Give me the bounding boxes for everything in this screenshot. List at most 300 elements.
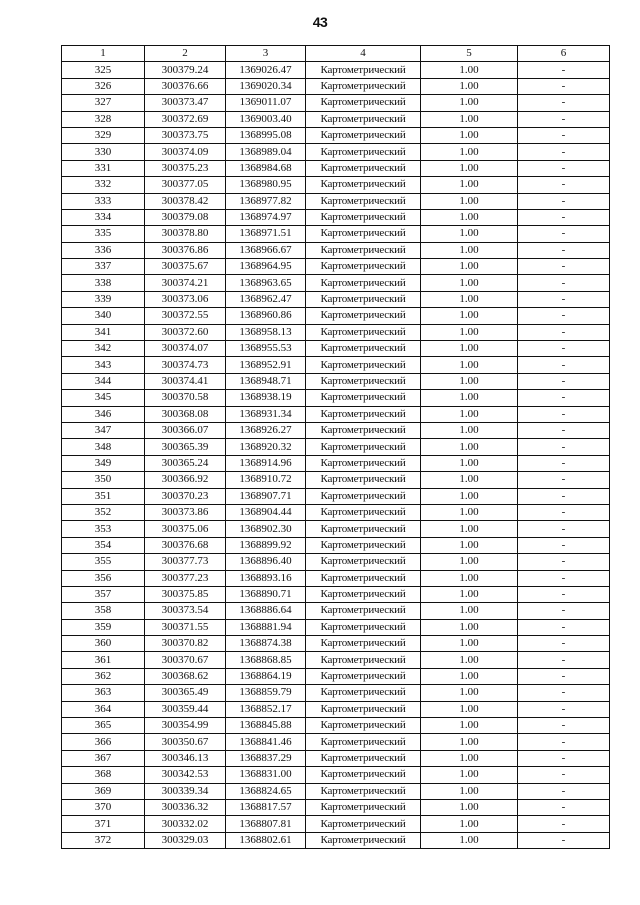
point-number-cell: 360	[62, 636, 145, 652]
method-cell: Картометрический	[306, 619, 421, 635]
note-cell: -	[518, 62, 610, 78]
point-number-cell: 364	[62, 701, 145, 717]
y-coordinate-cell: 1368868.85	[226, 652, 306, 668]
y-coordinate-cell: 1368955.53	[226, 341, 306, 357]
table-row	[62, 62, 610, 78]
point-number-cell: 336	[62, 242, 145, 258]
point-number-cell: 372	[62, 832, 145, 848]
x-coordinate-cell: 300374.41	[145, 373, 226, 389]
table-row	[62, 668, 610, 684]
table-row	[62, 242, 610, 258]
x-coordinate-cell: 300366.07	[145, 422, 226, 438]
y-coordinate-cell: 1368859.79	[226, 685, 306, 701]
x-coordinate-cell: 300375.06	[145, 521, 226, 537]
accuracy-cell: 1.00	[421, 668, 518, 684]
point-number-cell: 367	[62, 750, 145, 766]
method-cell: Картометрический	[306, 537, 421, 553]
method-cell: Картометрический	[306, 504, 421, 520]
point-number-cell: 368	[62, 767, 145, 783]
y-coordinate-cell: 1368890.71	[226, 586, 306, 602]
table-row	[62, 144, 610, 160]
table-row	[62, 226, 610, 242]
accuracy-cell: 1.00	[421, 62, 518, 78]
accuracy-cell: 1.00	[421, 226, 518, 242]
y-coordinate-cell: 1368974.97	[226, 209, 306, 225]
point-number-cell: 327	[62, 95, 145, 111]
x-coordinate-cell: 300374.07	[145, 341, 226, 357]
table-row	[62, 390, 610, 406]
accuracy-cell: 1.00	[421, 734, 518, 750]
accuracy-cell: 1.00	[421, 570, 518, 586]
table-row	[62, 783, 610, 799]
y-coordinate-cell: 1368893.16	[226, 570, 306, 586]
accuracy-cell: 1.00	[421, 537, 518, 553]
y-coordinate-cell: 1368896.40	[226, 554, 306, 570]
x-coordinate-cell: 300376.68	[145, 537, 226, 553]
note-cell: -	[518, 455, 610, 471]
table-row	[62, 324, 610, 340]
method-cell: Картометрический	[306, 324, 421, 340]
method-cell: Картометрический	[306, 668, 421, 684]
method-cell: Картометрический	[306, 111, 421, 127]
point-number-cell: 348	[62, 439, 145, 455]
accuracy-cell: 1.00	[421, 193, 518, 209]
x-coordinate-cell: 300372.60	[145, 324, 226, 340]
point-number-cell: 341	[62, 324, 145, 340]
note-cell: -	[518, 177, 610, 193]
y-coordinate-cell: 1368960.86	[226, 308, 306, 324]
x-coordinate-cell: 300370.82	[145, 636, 226, 652]
x-coordinate-cell: 300370.67	[145, 652, 226, 668]
table-row	[62, 422, 610, 438]
point-number-cell: 358	[62, 603, 145, 619]
accuracy-cell: 1.00	[421, 422, 518, 438]
point-number-cell: 332	[62, 177, 145, 193]
note-cell: -	[518, 259, 610, 275]
method-cell: Картометрический	[306, 832, 421, 848]
table-body	[62, 62, 610, 849]
y-coordinate-cell: 1368920.32	[226, 439, 306, 455]
point-number-cell: 345	[62, 390, 145, 406]
method-cell: Картометрический	[306, 193, 421, 209]
point-number-cell: 353	[62, 521, 145, 537]
method-cell: Картометрический	[306, 209, 421, 225]
column-header-5: 5	[421, 46, 518, 62]
y-coordinate-cell: 1368886.64	[226, 603, 306, 619]
point-number-cell: 362	[62, 668, 145, 684]
note-cell: -	[518, 685, 610, 701]
table-row	[62, 259, 610, 275]
x-coordinate-cell: 300365.24	[145, 455, 226, 471]
y-coordinate-cell: 1368938.19	[226, 390, 306, 406]
table-row	[62, 439, 610, 455]
method-cell: Картометрический	[306, 799, 421, 815]
table-row	[62, 275, 610, 291]
x-coordinate-cell: 300378.80	[145, 226, 226, 242]
x-coordinate-cell: 300376.86	[145, 242, 226, 258]
point-number-cell: 361	[62, 652, 145, 668]
note-cell: -	[518, 668, 610, 684]
table-row	[62, 78, 610, 94]
accuracy-cell: 1.00	[421, 832, 518, 848]
note-cell: -	[518, 308, 610, 324]
accuracy-cell: 1.00	[421, 390, 518, 406]
accuracy-cell: 1.00	[421, 242, 518, 258]
table-row	[62, 832, 610, 848]
point-number-cell: 346	[62, 406, 145, 422]
table-row	[62, 603, 610, 619]
x-coordinate-cell: 300365.39	[145, 439, 226, 455]
table-row	[62, 652, 610, 668]
method-cell: Картометрический	[306, 455, 421, 471]
note-cell: -	[518, 95, 610, 111]
table-row	[62, 554, 610, 570]
point-number-cell: 350	[62, 472, 145, 488]
method-cell: Картометрический	[306, 177, 421, 193]
y-coordinate-cell: 1368977.82	[226, 193, 306, 209]
column-header-2: 2	[145, 46, 226, 62]
y-coordinate-cell: 1368864.19	[226, 668, 306, 684]
method-cell: Картометрический	[306, 242, 421, 258]
x-coordinate-cell: 300373.47	[145, 95, 226, 111]
x-coordinate-cell: 300374.09	[145, 144, 226, 160]
column-header-3: 3	[226, 46, 306, 62]
note-cell: -	[518, 439, 610, 455]
note-cell: -	[518, 521, 610, 537]
accuracy-cell: 1.00	[421, 406, 518, 422]
note-cell: -	[518, 209, 610, 225]
y-coordinate-cell: 1369026.47	[226, 62, 306, 78]
note-cell: -	[518, 390, 610, 406]
method-cell: Картометрический	[306, 636, 421, 652]
accuracy-cell: 1.00	[421, 259, 518, 275]
table-row	[62, 521, 610, 537]
x-coordinate-cell: 300329.03	[145, 832, 226, 848]
accuracy-cell: 1.00	[421, 767, 518, 783]
y-coordinate-cell: 1368902.30	[226, 521, 306, 537]
note-cell: -	[518, 488, 610, 504]
note-cell: -	[518, 783, 610, 799]
method-cell: Картометрический	[306, 406, 421, 422]
accuracy-cell: 1.00	[421, 308, 518, 324]
y-coordinate-cell: 1368980.95	[226, 177, 306, 193]
point-number-cell: 357	[62, 586, 145, 602]
accuracy-cell: 1.00	[421, 373, 518, 389]
table-row	[62, 341, 610, 357]
accuracy-cell: 1.00	[421, 504, 518, 520]
note-cell: -	[518, 160, 610, 176]
point-number-cell: 334	[62, 209, 145, 225]
y-coordinate-cell: 1368899.92	[226, 537, 306, 553]
method-cell: Картометрический	[306, 422, 421, 438]
accuracy-cell: 1.00	[421, 291, 518, 307]
accuracy-cell: 1.00	[421, 521, 518, 537]
accuracy-cell: 1.00	[421, 177, 518, 193]
accuracy-cell: 1.00	[421, 586, 518, 602]
y-coordinate-cell: 1368831.00	[226, 767, 306, 783]
x-coordinate-cell: 300368.62	[145, 668, 226, 684]
x-coordinate-cell: 300379.24	[145, 62, 226, 78]
point-number-cell: 355	[62, 554, 145, 570]
accuracy-cell: 1.00	[421, 619, 518, 635]
note-cell: -	[518, 504, 610, 520]
note-cell: -	[518, 718, 610, 734]
table-row	[62, 799, 610, 815]
x-coordinate-cell: 300379.08	[145, 209, 226, 225]
accuracy-cell: 1.00	[421, 275, 518, 291]
table-row	[62, 455, 610, 471]
point-number-cell: 331	[62, 160, 145, 176]
y-coordinate-cell: 1368904.44	[226, 504, 306, 520]
method-cell: Картометрический	[306, 357, 421, 373]
method-cell: Картометрический	[306, 570, 421, 586]
y-coordinate-cell: 1369003.40	[226, 111, 306, 127]
point-number-cell: 328	[62, 111, 145, 127]
y-coordinate-cell: 1368837.29	[226, 750, 306, 766]
coordinates-table	[61, 45, 610, 849]
note-cell: -	[518, 275, 610, 291]
x-coordinate-cell: 300376.66	[145, 78, 226, 94]
accuracy-cell: 1.00	[421, 685, 518, 701]
table-row	[62, 373, 610, 389]
accuracy-cell: 1.00	[421, 341, 518, 357]
x-coordinate-cell: 300359.44	[145, 701, 226, 717]
table-row	[62, 111, 610, 127]
method-cell: Картометрический	[306, 291, 421, 307]
accuracy-cell: 1.00	[421, 799, 518, 815]
x-coordinate-cell: 300370.23	[145, 488, 226, 504]
x-coordinate-cell: 300370.58	[145, 390, 226, 406]
x-coordinate-cell: 300366.92	[145, 472, 226, 488]
table-row	[62, 718, 610, 734]
note-cell: -	[518, 701, 610, 717]
method-cell: Картометрический	[306, 259, 421, 275]
accuracy-cell: 1.00	[421, 488, 518, 504]
method-cell: Картометрический	[306, 521, 421, 537]
x-coordinate-cell: 300372.55	[145, 308, 226, 324]
note-cell: -	[518, 193, 610, 209]
point-number-cell: 337	[62, 259, 145, 275]
x-coordinate-cell: 300354.99	[145, 718, 226, 734]
y-coordinate-cell: 1368926.27	[226, 422, 306, 438]
note-cell: -	[518, 636, 610, 652]
method-cell: Картометрический	[306, 144, 421, 160]
y-coordinate-cell: 1368874.38	[226, 636, 306, 652]
table-row	[62, 488, 610, 504]
note-cell: -	[518, 570, 610, 586]
note-cell: -	[518, 472, 610, 488]
point-number-cell: 365	[62, 718, 145, 734]
table-row	[62, 636, 610, 652]
point-number-cell: 335	[62, 226, 145, 242]
note-cell: -	[518, 78, 610, 94]
note-cell: -	[518, 422, 610, 438]
accuracy-cell: 1.00	[421, 439, 518, 455]
method-cell: Картометрический	[306, 62, 421, 78]
table-row	[62, 619, 610, 635]
method-cell: Картометрический	[306, 750, 421, 766]
x-coordinate-cell: 300377.05	[145, 177, 226, 193]
table-row	[62, 586, 610, 602]
method-cell: Картометрический	[306, 586, 421, 602]
table-row	[62, 504, 610, 520]
table-row	[62, 95, 610, 111]
method-cell: Картометрический	[306, 488, 421, 504]
table-row	[62, 767, 610, 783]
y-coordinate-cell: 1368841.46	[226, 734, 306, 750]
point-number-cell: 325	[62, 62, 145, 78]
x-coordinate-cell: 300374.21	[145, 275, 226, 291]
method-cell: Картометрический	[306, 341, 421, 357]
accuracy-cell: 1.00	[421, 78, 518, 94]
note-cell: -	[518, 832, 610, 848]
accuracy-cell: 1.00	[421, 357, 518, 373]
x-coordinate-cell: 300339.34	[145, 783, 226, 799]
y-coordinate-cell: 1368907.71	[226, 488, 306, 504]
method-cell: Картометрический	[306, 718, 421, 734]
note-cell: -	[518, 799, 610, 815]
table-row	[62, 701, 610, 717]
x-coordinate-cell: 300378.42	[145, 193, 226, 209]
y-coordinate-cell: 1368881.94	[226, 619, 306, 635]
table-row	[62, 209, 610, 225]
accuracy-cell: 1.00	[421, 455, 518, 471]
x-coordinate-cell: 300373.54	[145, 603, 226, 619]
point-number-cell: 342	[62, 341, 145, 357]
note-cell: -	[518, 341, 610, 357]
y-coordinate-cell: 1368802.61	[226, 832, 306, 848]
point-number-cell: 370	[62, 799, 145, 815]
method-cell: Картометрический	[306, 78, 421, 94]
y-coordinate-cell: 1368989.04	[226, 144, 306, 160]
point-number-cell: 330	[62, 144, 145, 160]
column-header-4: 4	[306, 46, 421, 62]
accuracy-cell: 1.00	[421, 144, 518, 160]
y-coordinate-cell: 1368963.65	[226, 275, 306, 291]
accuracy-cell: 1.00	[421, 127, 518, 143]
note-cell: -	[518, 226, 610, 242]
note-cell: -	[518, 406, 610, 422]
accuracy-cell: 1.00	[421, 554, 518, 570]
note-cell: -	[518, 127, 610, 143]
accuracy-cell: 1.00	[421, 111, 518, 127]
accuracy-cell: 1.00	[421, 750, 518, 766]
header-row	[62, 46, 610, 62]
note-cell: -	[518, 619, 610, 635]
point-number-cell: 366	[62, 734, 145, 750]
x-coordinate-cell: 300332.02	[145, 816, 226, 832]
point-number-cell: 339	[62, 291, 145, 307]
method-cell: Картометрический	[306, 816, 421, 832]
table-row	[62, 193, 610, 209]
table-row	[62, 127, 610, 143]
y-coordinate-cell: 1368964.95	[226, 259, 306, 275]
x-coordinate-cell: 300336.32	[145, 799, 226, 815]
x-coordinate-cell: 300377.73	[145, 554, 226, 570]
y-coordinate-cell: 1368910.72	[226, 472, 306, 488]
x-coordinate-cell: 300377.23	[145, 570, 226, 586]
y-coordinate-cell: 1369020.34	[226, 78, 306, 94]
accuracy-cell: 1.00	[421, 718, 518, 734]
x-coordinate-cell: 300374.73	[145, 357, 226, 373]
x-coordinate-cell: 300375.67	[145, 259, 226, 275]
note-cell: -	[518, 373, 610, 389]
note-cell: -	[518, 734, 610, 750]
method-cell: Картометрический	[306, 390, 421, 406]
accuracy-cell: 1.00	[421, 783, 518, 799]
method-cell: Картометрический	[306, 652, 421, 668]
method-cell: Картометрический	[306, 275, 421, 291]
accuracy-cell: 1.00	[421, 701, 518, 717]
point-number-cell: 356	[62, 570, 145, 586]
method-cell: Картометрический	[306, 701, 421, 717]
y-coordinate-cell: 1368817.57	[226, 799, 306, 815]
point-number-cell: 344	[62, 373, 145, 389]
x-coordinate-cell: 300365.49	[145, 685, 226, 701]
point-number-cell: 340	[62, 308, 145, 324]
table-row	[62, 734, 610, 750]
table-row	[62, 570, 610, 586]
point-number-cell: 329	[62, 127, 145, 143]
y-coordinate-cell: 1369011.07	[226, 95, 306, 111]
accuracy-cell: 1.00	[421, 816, 518, 832]
point-number-cell: 352	[62, 504, 145, 520]
accuracy-cell: 1.00	[421, 160, 518, 176]
note-cell: -	[518, 652, 610, 668]
y-coordinate-cell: 1368952.91	[226, 357, 306, 373]
y-coordinate-cell: 1368962.47	[226, 291, 306, 307]
method-cell: Картометрический	[306, 767, 421, 783]
accuracy-cell: 1.00	[421, 324, 518, 340]
accuracy-cell: 1.00	[421, 95, 518, 111]
y-coordinate-cell: 1368807.81	[226, 816, 306, 832]
x-coordinate-cell: 300373.75	[145, 127, 226, 143]
method-cell: Картометрический	[306, 127, 421, 143]
note-cell: -	[518, 111, 610, 127]
point-number-cell: 351	[62, 488, 145, 504]
point-number-cell: 371	[62, 816, 145, 832]
accuracy-cell: 1.00	[421, 636, 518, 652]
y-coordinate-cell: 1368984.68	[226, 160, 306, 176]
point-number-cell: 363	[62, 685, 145, 701]
point-number-cell: 359	[62, 619, 145, 635]
method-cell: Картометрический	[306, 734, 421, 750]
column-header-6: 6	[518, 46, 610, 62]
y-coordinate-cell: 1368914.96	[226, 455, 306, 471]
table-row	[62, 816, 610, 832]
x-coordinate-cell: 300373.86	[145, 504, 226, 520]
table-row	[62, 177, 610, 193]
point-number-cell: 326	[62, 78, 145, 94]
note-cell: -	[518, 291, 610, 307]
y-coordinate-cell: 1368948.71	[226, 373, 306, 389]
note-cell: -	[518, 242, 610, 258]
accuracy-cell: 1.00	[421, 472, 518, 488]
point-number-cell: 338	[62, 275, 145, 291]
method-cell: Картометрический	[306, 472, 421, 488]
method-cell: Картометрический	[306, 783, 421, 799]
note-cell: -	[518, 816, 610, 832]
y-coordinate-cell: 1368966.67	[226, 242, 306, 258]
y-coordinate-cell: 1368824.65	[226, 783, 306, 799]
x-coordinate-cell: 300371.55	[145, 619, 226, 635]
x-coordinate-cell: 300373.06	[145, 291, 226, 307]
note-cell: -	[518, 767, 610, 783]
table-row	[62, 750, 610, 766]
method-cell: Картометрический	[306, 95, 421, 111]
x-coordinate-cell: 300375.85	[145, 586, 226, 602]
table-row	[62, 160, 610, 176]
